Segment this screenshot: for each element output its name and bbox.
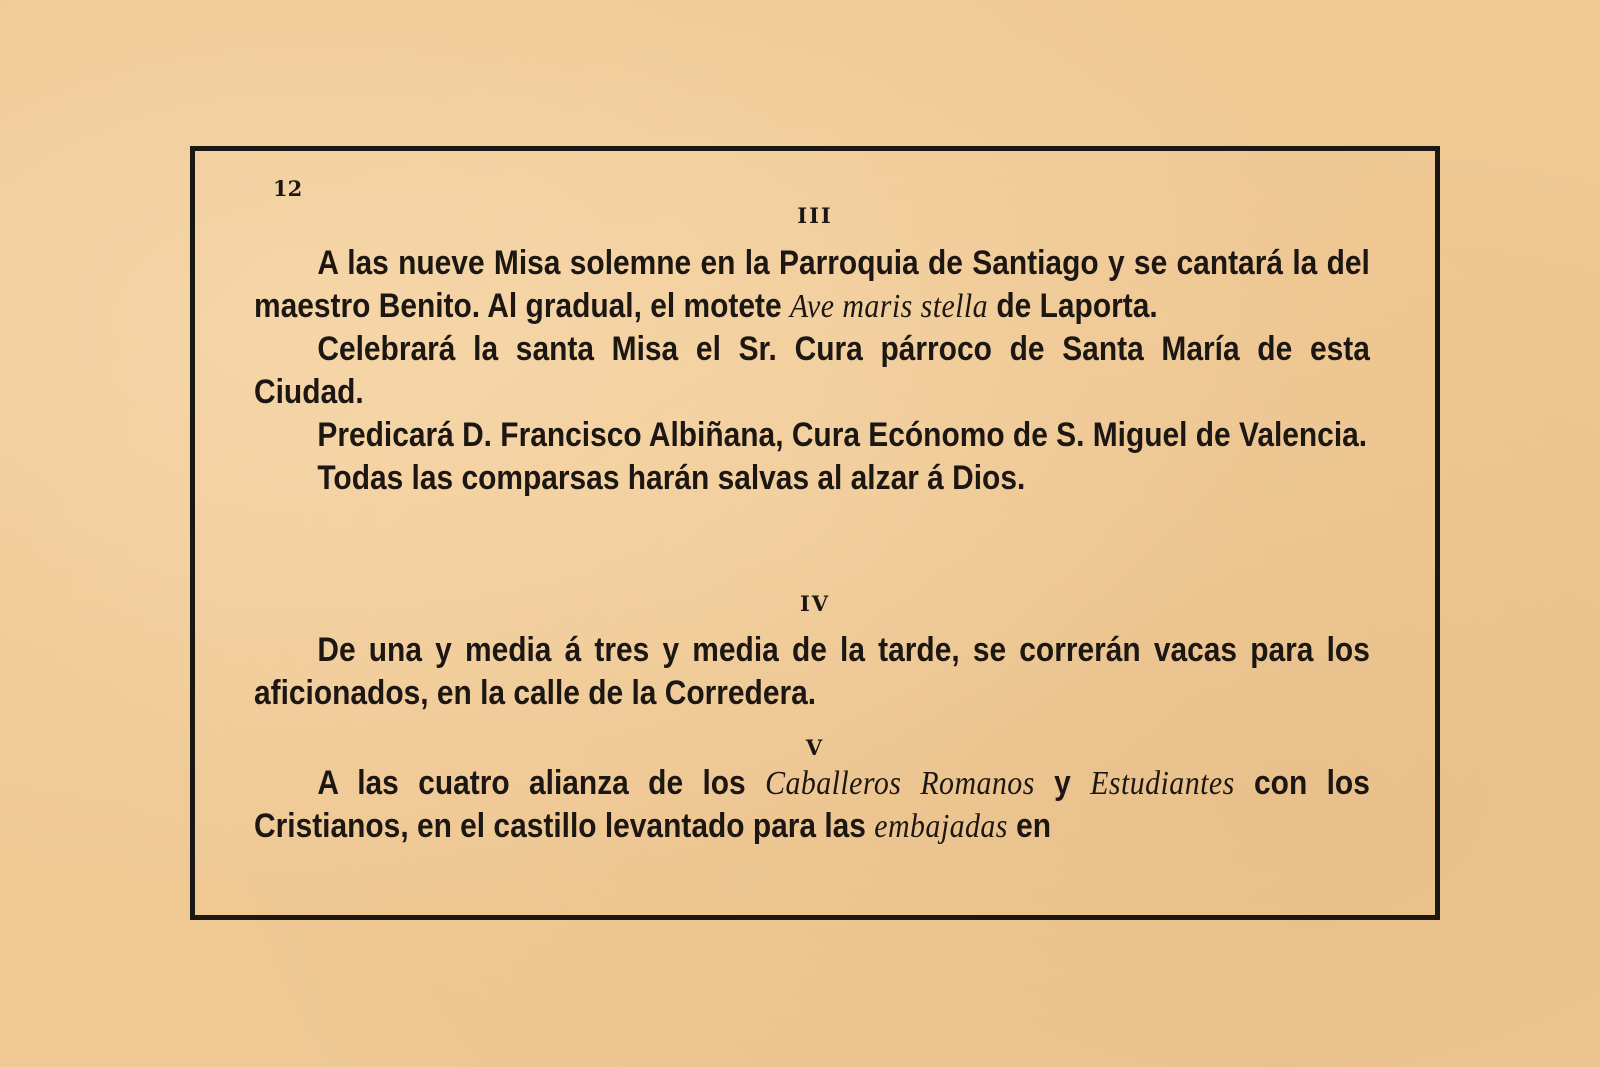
text-run: De una y media á tres y media de la tarde, se correrán vacas para los aficionados, en la calle de la Corredera. (254, 631, 1370, 712)
paragraph (254, 414, 1370, 457)
paragraph (254, 629, 1370, 715)
paragraph (254, 242, 1370, 328)
text-run: Celebrará la santa Misa el Sr. Cura párroco de Santa María de esta Ciudad. (254, 330, 1370, 411)
text-run: Predicará D. Francisco Albiñana, Cura Ecónomo de S. Miguel de Valencia. (317, 416, 1368, 454)
section-heading-iv: IV (799, 591, 831, 616)
text-run: y (1034, 764, 1091, 802)
text-run: en (1007, 807, 1052, 845)
text-run: con los Cristianos, en el castillo levantado para las (254, 764, 1370, 845)
page-number: 12 (273, 176, 303, 201)
italic-text-run: embajadas (874, 808, 1008, 845)
paragraph (254, 762, 1370, 848)
italic-text-run: Estudiantes (1090, 765, 1235, 802)
section-iii-body (254, 242, 1370, 500)
italic-text-run: Caballeros Romanos (765, 765, 1035, 802)
text-run: A las nueve Misa solemne en la Parroquia de Santiago y se cantará la del maestro Benito. Al gradual, el motete (254, 244, 1370, 325)
section-heading-v: V (805, 735, 825, 760)
text-run: Todas las comparsas harán salvas al alzar á Dios. (317, 459, 1026, 497)
paragraph (254, 457, 1370, 500)
section-v-body (254, 762, 1370, 848)
section-iv-body (254, 629, 1370, 715)
italic-text-run: Ave maris stella (789, 288, 989, 325)
text-run: A las cuatro alianza de los (317, 764, 766, 802)
paragraph (254, 328, 1370, 414)
section-heading-iii: III (797, 203, 833, 228)
text-run: de Laporta. (988, 287, 1158, 325)
